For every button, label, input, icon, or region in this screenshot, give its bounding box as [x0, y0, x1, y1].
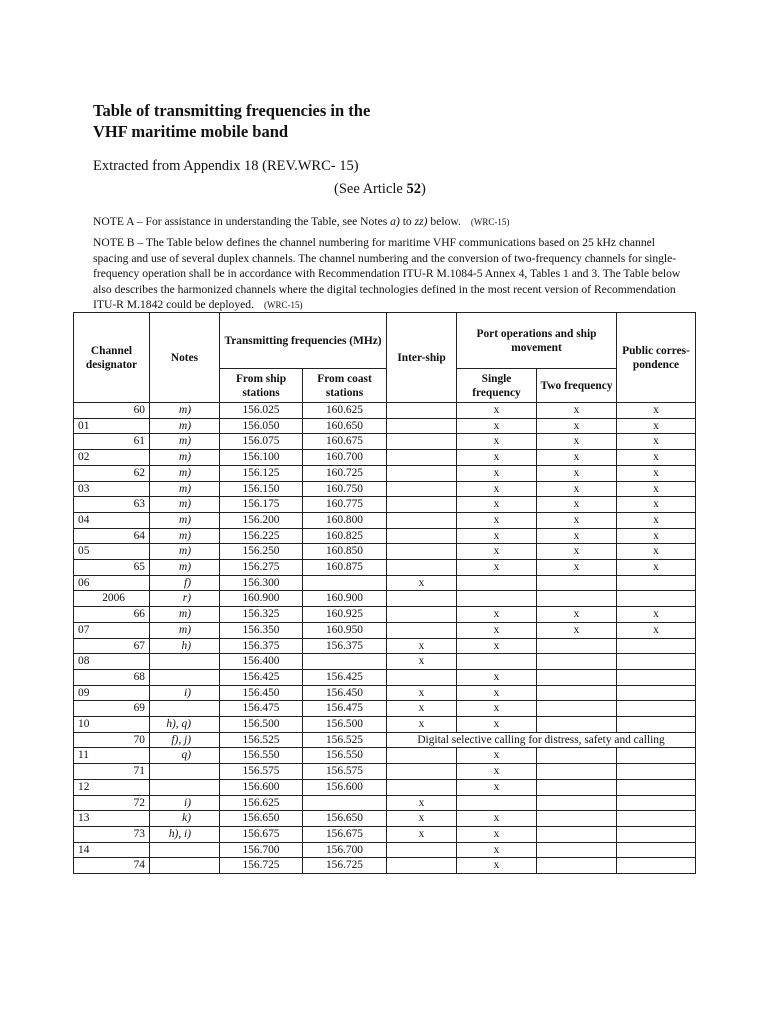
two-frequency-cell: [537, 685, 617, 701]
from-coast-cell: 160.825: [303, 528, 387, 544]
notes-cell: [150, 779, 220, 795]
channel-cell: 70: [74, 732, 150, 748]
from-ship-cell: 156.125: [220, 465, 303, 481]
header-inter-ship: Inter-ship: [387, 313, 457, 403]
single-frequency-cell: [457, 591, 537, 607]
single-frequency-cell: x: [457, 450, 537, 466]
single-frequency-cell: x: [457, 779, 537, 795]
single-frequency-cell: x: [457, 826, 537, 842]
single-frequency-cell: [457, 575, 537, 591]
inter-ship-cell: [387, 481, 457, 497]
notes-cell: h): [150, 638, 220, 654]
table-row: [74, 638, 696, 654]
single-frequency-cell: x: [457, 403, 537, 419]
notes-cell: m): [150, 465, 220, 481]
inter-ship-cell: x: [387, 826, 457, 842]
from-ship-cell: 156.325: [220, 607, 303, 623]
channel-cell: 12: [74, 779, 150, 795]
single-frequency-cell: x: [457, 858, 537, 874]
header-channel-designator: Channel designator: [74, 313, 150, 403]
two-frequency-cell: x: [537, 544, 617, 560]
notes-cell: [150, 842, 220, 858]
from-ship-cell: 156.400: [220, 654, 303, 670]
public-correspondence-cell: [617, 826, 696, 842]
table-row: [74, 575, 696, 591]
single-frequency-cell: x: [457, 512, 537, 528]
public-correspondence-cell: x: [617, 418, 696, 434]
from-ship-cell: 156.025: [220, 403, 303, 419]
two-frequency-cell: [537, 669, 617, 685]
single-frequency-cell: x: [457, 434, 537, 450]
from-coast-cell: 160.725: [303, 465, 387, 481]
from-coast-cell: 160.925: [303, 607, 387, 623]
note-a: [93, 214, 693, 231]
notes-cell: m): [150, 544, 220, 560]
notes-cell: m): [150, 622, 220, 638]
table-row: [74, 607, 696, 623]
two-frequency-cell: [537, 748, 617, 764]
single-frequency-cell: x: [457, 544, 537, 560]
inter-ship-cell: x: [387, 701, 457, 717]
table-row: [74, 795, 696, 811]
inter-ship-cell: [387, 403, 457, 419]
header-port-operations: Port operations and ship movement: [457, 313, 617, 369]
channel-cell: 72: [74, 795, 150, 811]
two-frequency-cell: [537, 575, 617, 591]
from-coast-cell: 160.750: [303, 481, 387, 497]
subtitle: Extracted from Appendix 18 (REV.WRC- 15): [93, 158, 359, 174]
from-ship-cell: 156.625: [220, 795, 303, 811]
public-correspondence-cell: x: [617, 622, 696, 638]
inter-ship-cell: [387, 842, 457, 858]
notes-cell: f): [150, 575, 220, 591]
from-ship-cell: 156.250: [220, 544, 303, 560]
notes-cell: [150, 669, 220, 685]
channel-cell: 64: [74, 528, 150, 544]
two-frequency-cell: [537, 591, 617, 607]
from-coast-cell: 160.625: [303, 403, 387, 419]
from-ship-cell: 156.050: [220, 418, 303, 434]
notes-cell: m): [150, 528, 220, 544]
inter-ship-cell: x: [387, 654, 457, 670]
from-coast-cell: 160.875: [303, 560, 387, 576]
from-coast-cell: 160.650: [303, 418, 387, 434]
two-frequency-cell: [537, 701, 617, 717]
public-correspondence-cell: [617, 795, 696, 811]
public-correspondence-cell: [617, 685, 696, 701]
single-frequency-cell: x: [457, 465, 537, 481]
inter-ship-cell: [387, 418, 457, 434]
public-correspondence-cell: [617, 858, 696, 874]
table-row: [74, 560, 696, 576]
from-coast-cell: 156.450: [303, 685, 387, 701]
channel-cell: 63: [74, 497, 150, 513]
note-a-text-1: NOTE A – For assistance in understanding the Table, see Notes: [93, 215, 391, 228]
note-a-text-3: below.: [427, 215, 461, 228]
table-row: [74, 512, 696, 528]
notes-cell: m): [150, 607, 220, 623]
single-frequency-cell: x: [457, 497, 537, 513]
channel-cell: 69: [74, 701, 150, 717]
table-row: [74, 842, 696, 858]
channel-cell: 06: [74, 575, 150, 591]
from-ship-cell: 156.450: [220, 685, 303, 701]
notes-cell: h), q): [150, 717, 220, 733]
channel-cell: 09: [74, 685, 150, 701]
inter-ship-cell: [387, 591, 457, 607]
single-frequency-cell: x: [457, 560, 537, 576]
single-frequency-cell: x: [457, 622, 537, 638]
public-correspondence-cell: [617, 779, 696, 795]
public-correspondence-cell: x: [617, 528, 696, 544]
table-row: [74, 748, 696, 764]
notes-cell: m): [150, 450, 220, 466]
inter-ship-cell: [387, 434, 457, 450]
inter-ship-cell: [387, 512, 457, 528]
channel-cell: 02: [74, 450, 150, 466]
single-frequency-cell: x: [457, 842, 537, 858]
from-ship-cell: 156.475: [220, 701, 303, 717]
inter-ship-cell: [387, 622, 457, 638]
table-row: [74, 858, 696, 874]
from-coast-cell: 156.550: [303, 748, 387, 764]
single-frequency-cell: [457, 654, 537, 670]
notes-cell: [150, 701, 220, 717]
notes-cell: i): [150, 685, 220, 701]
public-correspondence-cell: [617, 669, 696, 685]
notes-cell: m): [150, 403, 220, 419]
two-frequency-cell: x: [537, 622, 617, 638]
public-correspondence-cell: x: [617, 497, 696, 513]
single-frequency-cell: x: [457, 528, 537, 544]
from-ship-cell: 156.600: [220, 779, 303, 795]
from-ship-cell: 156.425: [220, 669, 303, 685]
from-ship-cell: 156.350: [220, 622, 303, 638]
public-correspondence-cell: [617, 654, 696, 670]
inter-ship-cell: x: [387, 811, 457, 827]
channel-cell: 62: [74, 465, 150, 481]
see-article: [334, 181, 426, 198]
inter-ship-cell: [387, 858, 457, 874]
from-ship-cell: 156.550: [220, 748, 303, 764]
two-frequency-cell: x: [537, 465, 617, 481]
channel-cell: 05: [74, 544, 150, 560]
header-from-ship: From ship stations: [220, 369, 303, 403]
table-row: [74, 434, 696, 450]
from-ship-cell: 160.900: [220, 591, 303, 607]
channel-cell: 07: [74, 622, 150, 638]
channel-cell: 13: [74, 811, 150, 827]
from-ship-cell: 156.300: [220, 575, 303, 591]
table-row: [74, 403, 696, 419]
table-row: [74, 685, 696, 701]
single-frequency-cell: x: [457, 638, 537, 654]
channel-cell: 10: [74, 717, 150, 733]
note-a-wrc: (WRC-15): [470, 217, 510, 227]
note-b-wrc: (WRC-15): [264, 300, 303, 311]
two-frequency-cell: x: [537, 607, 617, 623]
from-ship-cell: 156.275: [220, 560, 303, 576]
public-correspondence-cell: [617, 638, 696, 654]
single-frequency-cell: x: [457, 701, 537, 717]
two-frequency-cell: x: [537, 497, 617, 513]
public-correspondence-cell: x: [617, 450, 696, 466]
table-row: [74, 701, 696, 717]
public-correspondence-cell: [617, 748, 696, 764]
single-frequency-cell: x: [457, 418, 537, 434]
from-coast-cell: 156.600: [303, 779, 387, 795]
inter-ship-cell: x: [387, 685, 457, 701]
inter-ship-cell: x: [387, 638, 457, 654]
table-row: [74, 826, 696, 842]
title-line-1: Table of transmitting frequencies in the: [93, 101, 371, 120]
channel-cell: 74: [74, 858, 150, 874]
two-frequency-cell: [537, 717, 617, 733]
inter-ship-cell: [387, 748, 457, 764]
notes-cell: h), i): [150, 826, 220, 842]
two-frequency-cell: [537, 779, 617, 795]
single-frequency-cell: [457, 795, 537, 811]
table-row: [74, 811, 696, 827]
public-correspondence-cell: [617, 764, 696, 780]
two-frequency-cell: x: [537, 560, 617, 576]
single-frequency-cell: x: [457, 685, 537, 701]
channel-cell: 71: [74, 764, 150, 780]
notes-cell: r): [150, 591, 220, 607]
public-correspondence-cell: x: [617, 434, 696, 450]
inter-ship-cell: [387, 779, 457, 795]
from-coast-cell: 156.575: [303, 764, 387, 780]
header-two-frequency: Two frequency: [537, 369, 617, 403]
public-correspondence-cell: [617, 701, 696, 717]
single-frequency-cell: x: [457, 481, 537, 497]
public-correspondence-cell: x: [617, 465, 696, 481]
table-row: [74, 764, 696, 780]
two-frequency-cell: [537, 654, 617, 670]
notes-cell: i): [150, 795, 220, 811]
from-ship-cell: 156.375: [220, 638, 303, 654]
table-row: [74, 544, 696, 560]
from-ship-cell: 156.150: [220, 481, 303, 497]
inter-ship-cell: [387, 669, 457, 685]
channel-cell: 14: [74, 842, 150, 858]
see-article-suffix: ): [420, 181, 426, 197]
inter-ship-cell: [387, 450, 457, 466]
inter-ship-cell: [387, 607, 457, 623]
from-coast-cell: [303, 575, 387, 591]
two-frequency-cell: [537, 842, 617, 858]
public-correspondence-cell: x: [617, 512, 696, 528]
channel-cell: 04: [74, 512, 150, 528]
table-row: [74, 528, 696, 544]
table-row: [74, 622, 696, 638]
channel-cell: 01: [74, 418, 150, 434]
notes-cell: m): [150, 481, 220, 497]
page-title: [93, 100, 693, 142]
from-coast-cell: 160.775: [303, 497, 387, 513]
inter-ship-cell: [387, 465, 457, 481]
public-correspondence-cell: x: [617, 607, 696, 623]
single-frequency-cell: x: [457, 764, 537, 780]
channel-cell: 61: [74, 434, 150, 450]
two-frequency-cell: x: [537, 434, 617, 450]
table-row: [74, 732, 696, 748]
header-transmitting-frequencies: Transmitting frequencies (MHz): [220, 313, 387, 369]
table-row: [74, 418, 696, 434]
notes-cell: m): [150, 560, 220, 576]
from-coast-cell: 156.725: [303, 858, 387, 874]
from-ship-cell: 156.725: [220, 858, 303, 874]
two-frequency-cell: [537, 826, 617, 842]
notes-cell: m): [150, 418, 220, 434]
from-ship-cell: 156.100: [220, 450, 303, 466]
from-coast-cell: 156.375: [303, 638, 387, 654]
channel-cell: 08: [74, 654, 150, 670]
two-frequency-cell: x: [537, 481, 617, 497]
table-row: [74, 591, 696, 607]
two-frequency-cell: [537, 764, 617, 780]
from-coast-cell: 156.675: [303, 826, 387, 842]
channel-cell: 73: [74, 826, 150, 842]
notes-cell: [150, 858, 220, 874]
from-ship-cell: 156.225: [220, 528, 303, 544]
two-frequency-cell: [537, 638, 617, 654]
channel-cell: 66: [74, 607, 150, 623]
from-coast-cell: 156.700: [303, 842, 387, 858]
channel-cell: 60: [74, 403, 150, 419]
table-row: [74, 669, 696, 685]
from-ship-cell: 156.200: [220, 512, 303, 528]
from-coast-cell: 160.950: [303, 622, 387, 638]
table-row: [74, 497, 696, 513]
channel-cell: 11: [74, 748, 150, 764]
public-correspondence-cell: x: [617, 403, 696, 419]
two-frequency-cell: [537, 811, 617, 827]
notes-cell: q): [150, 748, 220, 764]
channel-cell: 2006: [74, 591, 150, 607]
channel-cell: 67: [74, 638, 150, 654]
from-coast-cell: 160.700: [303, 450, 387, 466]
header-notes: Notes: [150, 313, 220, 403]
channel-cell: 03: [74, 481, 150, 497]
title-line-2: VHF maritime mobile band: [93, 122, 289, 141]
table-row: [74, 465, 696, 481]
single-frequency-cell: x: [457, 669, 537, 685]
two-frequency-cell: x: [537, 512, 617, 528]
inter-ship-cell: x: [387, 575, 457, 591]
public-correspondence-cell: x: [617, 481, 696, 497]
single-frequency-cell: x: [457, 717, 537, 733]
from-ship-cell: 156.675: [220, 826, 303, 842]
public-correspondence-cell: [617, 575, 696, 591]
note-a-em-1: a): [390, 215, 400, 228]
public-correspondence-cell: [617, 591, 696, 607]
table-row: [74, 654, 696, 670]
public-correspondence-cell: x: [617, 544, 696, 560]
dsc-cell: Digital selective calling for distress, safety and calling: [387, 732, 696, 748]
two-frequency-cell: [537, 858, 617, 874]
two-frequency-cell: x: [537, 403, 617, 419]
single-frequency-cell: x: [457, 607, 537, 623]
table-row: [74, 717, 696, 733]
header-single-frequency: Single frequency: [457, 369, 537, 403]
from-coast-cell: 156.500: [303, 717, 387, 733]
from-coast-cell: 160.675: [303, 434, 387, 450]
inter-ship-cell: [387, 497, 457, 513]
notes-cell: [150, 654, 220, 670]
public-correspondence-cell: [617, 842, 696, 858]
channel-cell: 68: [74, 669, 150, 685]
table-row: [74, 481, 696, 497]
table-body: [74, 403, 696, 874]
article-number: 52: [406, 181, 421, 197]
public-correspondence-cell: [617, 717, 696, 733]
from-ship-cell: 156.575: [220, 764, 303, 780]
notes-cell: k): [150, 811, 220, 827]
from-ship-cell: 156.700: [220, 842, 303, 858]
frequency-table: [73, 312, 696, 874]
inter-ship-cell: [387, 528, 457, 544]
notes-cell: f), j): [150, 732, 220, 748]
single-frequency-cell: x: [457, 811, 537, 827]
from-coast-cell: 160.850: [303, 544, 387, 560]
single-frequency-cell: x: [457, 748, 537, 764]
public-correspondence-cell: [617, 811, 696, 827]
two-frequency-cell: x: [537, 450, 617, 466]
see-article-prefix: (See Article: [334, 181, 407, 197]
two-frequency-cell: [537, 795, 617, 811]
inter-ship-cell: x: [387, 717, 457, 733]
from-coast-cell: 156.650: [303, 811, 387, 827]
inter-ship-cell: [387, 764, 457, 780]
inter-ship-cell: x: [387, 795, 457, 811]
table-row: [74, 450, 696, 466]
from-ship-cell: 156.175: [220, 497, 303, 513]
from-ship-cell: 156.500: [220, 717, 303, 733]
from-coast-cell: 160.900: [303, 591, 387, 607]
note-a-text-2: to: [399, 215, 415, 228]
public-correspondence-cell: x: [617, 560, 696, 576]
notes-cell: [150, 764, 220, 780]
from-ship-cell: 156.525: [220, 732, 303, 748]
from-coast-cell: 160.800: [303, 512, 387, 528]
header-from-coast: From coast stations: [303, 369, 387, 403]
two-frequency-cell: x: [537, 418, 617, 434]
from-coast-cell: [303, 795, 387, 811]
notes-cell: m): [150, 497, 220, 513]
from-ship-cell: 156.650: [220, 811, 303, 827]
channel-cell: 65: [74, 560, 150, 576]
note-b: [93, 235, 693, 314]
header-public-correspondence: Public corres-pondence: [617, 313, 696, 403]
from-ship-cell: 156.075: [220, 434, 303, 450]
notes-cell: m): [150, 434, 220, 450]
inter-ship-cell: [387, 560, 457, 576]
from-coast-cell: 156.425: [303, 669, 387, 685]
note-a-em-2: zz): [414, 215, 428, 228]
from-coast-cell: 156.475: [303, 701, 387, 717]
two-frequency-cell: x: [537, 528, 617, 544]
inter-ship-cell: [387, 544, 457, 560]
from-coast-cell: 156.525: [303, 732, 387, 748]
table-row: [74, 779, 696, 795]
notes-cell: m): [150, 512, 220, 528]
from-coast-cell: [303, 654, 387, 670]
note-b-text: NOTE B – The Table below defines the channel numbering for maritime VHF communications based on 25 kHz channel spacing and use of several duplex channels. The channel numbering and the conversion of two-frequency channels for single-frequency operation shall be in accordance with Recommendation ITU-R M.1084-5 Annex 4, Tables 1 and 3. The Table below also describes the harmonized channels where the digital technologies defined in the most recent version of Recommendation ITU-R M.1842 could be deployed.: [93, 236, 681, 312]
